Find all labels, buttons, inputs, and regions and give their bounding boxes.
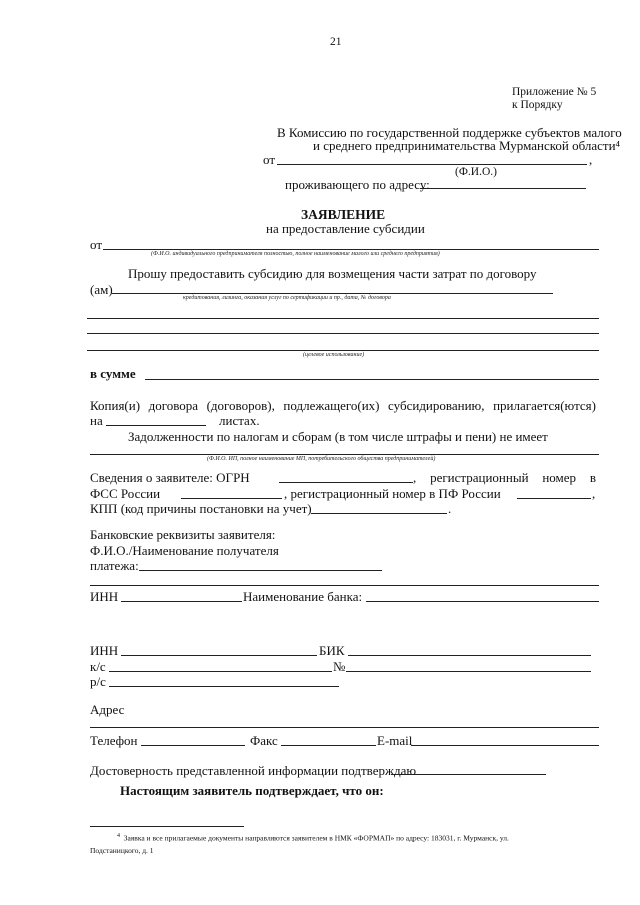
addressee-line-1: В Комиссию по государственной поддержке субъектов малого [277,125,622,140]
inn-line-2[interactable] [121,655,317,656]
reg-number-label: , регистрационный номер в [413,470,596,485]
page-number: 21 [330,36,342,48]
addressee-line-2: и среднего предпринимательства Мурманской области⁴ [313,138,621,153]
amount-line[interactable] [145,379,599,380]
rs-label: р/с [90,674,106,689]
request-am: (ам) [90,282,113,297]
bik-line[interactable] [348,655,591,656]
residing-line[interactable] [420,188,586,189]
footnote-text-1: Заявка и все прилагаемые документы направляются заявителем в НМК «ФОРМАП» по адресу: 183031, г. Мурманск, ул. [123,833,509,843]
phone-label: Телефон [90,733,138,748]
address-label: Адрес [90,702,125,717]
from-label-2: от [90,237,103,252]
bank-details-label: Банковские реквизиты заявителя: [90,527,276,542]
footnote-line-2: Подстаницкого, д. 1 [90,846,154,855]
fax-line[interactable] [281,745,376,746]
appendix-label: Приложение № 5 [512,86,597,98]
copies-sheets: листах. [219,413,260,428]
recipient-label: Ф.И.О./Наименование получателя [90,543,279,558]
from-comma: , [589,152,593,167]
bank-name-line[interactable] [366,601,599,602]
signer-caption: (Ф.И.О. ИП, полное наименование МП, потребительского общества предпринимателей) [207,456,436,462]
appendix-ref: к Порядку [512,99,563,111]
debt-text: Задолженности по налогам и сборам (в том числе штрафы и пени) не имеет [128,429,548,444]
blank-line-1[interactable] [87,318,599,319]
number-sign: № [333,659,346,674]
address-line[interactable] [90,727,599,728]
footnote-mark: 4 [117,833,120,839]
contract-caption: кредитования, лизинга, оказания услуг по сертификации и пр., дата, № договора [183,295,391,301]
pf-label: , регистрационный номер в ПФ России [284,486,501,501]
signer-line[interactable] [90,454,599,455]
bik-label: БИК [319,643,345,658]
inn-label: ИНН [90,589,119,604]
recipient-line[interactable] [139,570,382,571]
ogrn-line[interactable] [279,482,413,483]
amount-label: в сумме [90,366,136,381]
bank-name-label: Наименование банка: [243,589,363,604]
email-line[interactable] [411,745,599,746]
number-line[interactable] [346,671,591,672]
reliability-signature-line[interactable] [391,774,546,775]
recipient-line-2[interactable] [90,585,599,586]
document-title: ЗАЯВЛЕНИЕ [301,207,386,222]
fss-line[interactable] [181,498,282,499]
from-line[interactable] [277,164,587,165]
fss-label: ФСС России [90,486,161,501]
email-label: E-mail [377,733,413,748]
footnote-separator [90,826,244,827]
from-label: от [263,152,276,167]
kpp-line[interactable] [311,513,447,514]
pf-comma: , [592,486,596,501]
ks-line[interactable] [109,671,332,672]
phone-line[interactable] [141,745,245,746]
footnote-line-1 [117,832,509,843]
ks-label: к/с [90,659,106,674]
payment-label: платежа: [90,558,139,573]
residing-label: проживающего по адресу: [285,177,430,192]
reliability-text: Достоверность представленной информации подтверждаю [90,763,417,778]
applicant-caption: (Ф.И.О. индивидуального предпринимателя полностью, полное наименование малого или среднего предприятия) [151,251,440,257]
copies-on: на [90,413,103,428]
blank-line-2[interactable] [87,333,599,334]
pf-line[interactable] [517,498,591,499]
fax-label: Факс [250,733,278,748]
document-subtitle: на предоставление субсидии [266,221,425,236]
sheets-count-line[interactable] [106,425,206,426]
applicant-info-label: Сведения о заявителе: ОГРН [90,470,250,485]
copies-text: Копия(и) договора (договоров), подлежащего(их) субсидированию, прилагается(ются) [90,398,596,413]
rs-line[interactable] [109,686,339,687]
inn-label-2: ИНН [90,643,119,658]
inn-line[interactable] [121,601,242,602]
kpp-dot: . [448,501,452,516]
kpp-label: КПП (код причины постановки на учет) [90,501,312,516]
blank-line-3[interactable] [87,350,599,351]
purpose-caption: (целевое использование) [303,352,365,358]
request-text: Прошу предоставить субсидию для возмещения части затрат по договору [128,266,537,281]
applicant-line[interactable] [103,249,599,250]
contract-line[interactable] [112,293,553,294]
fio-caption: (Ф.И.О.) [455,166,497,178]
confirmation-text: Настоящим заявитель подтверждает, что он: [120,783,384,798]
